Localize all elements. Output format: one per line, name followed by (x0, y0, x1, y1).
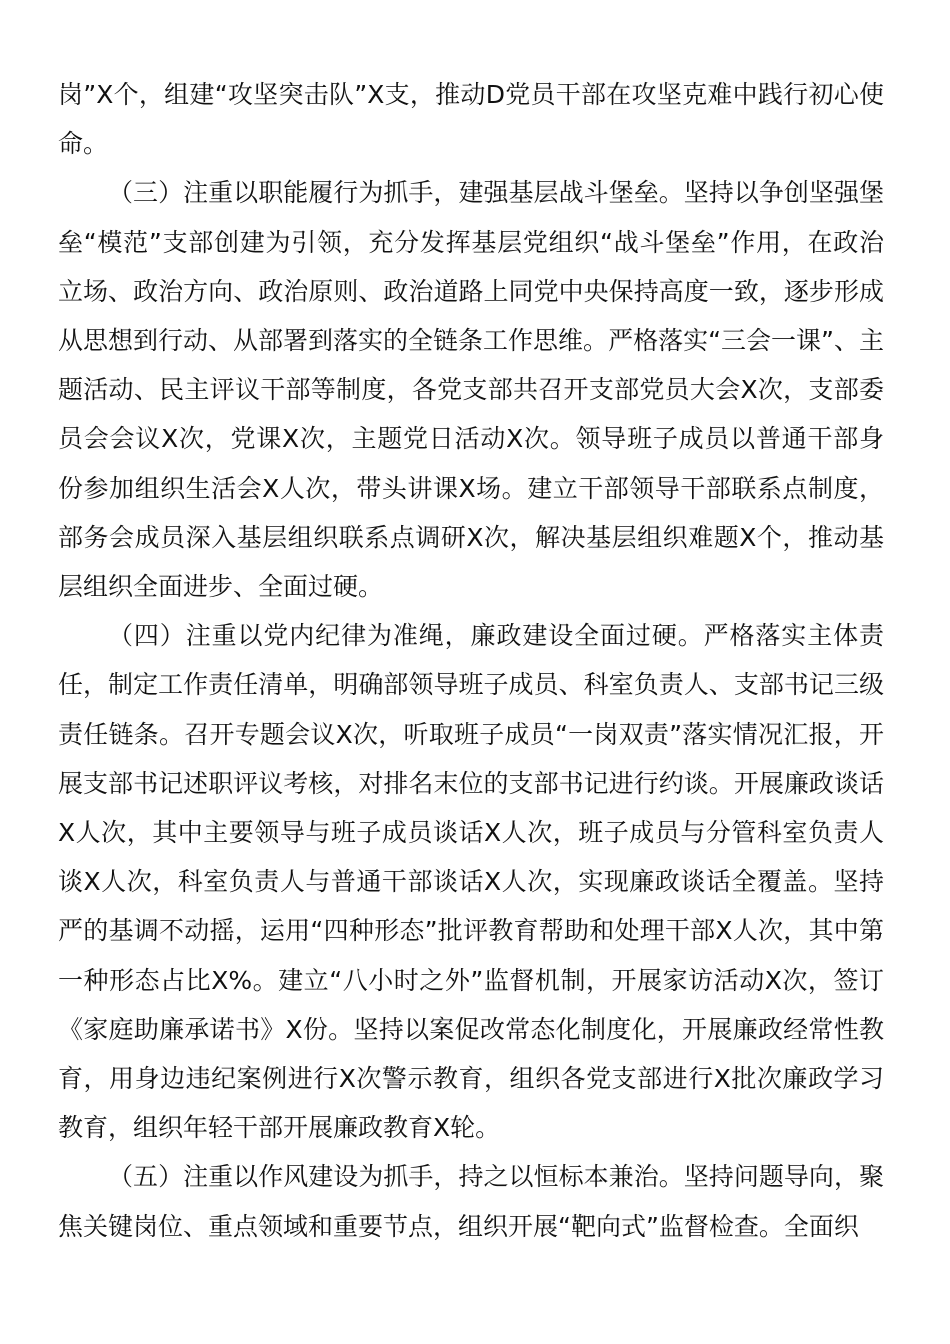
paragraph-section-three: （三）注重以职能履行为抓手，建强基层战斗堡垒。坚持以争创坚强堡垒“模范”支部创建为引领，充分发挥基层党组织“战斗堡垒”作用，在政治立场、政治方向、政治原则、政治道路上同党中央保持高度一致，逐步形成从思想到行动、从部署到落实的全链条工作思维。严格落实“三会一课”、主题活动、民主评议干部等制度，各党支部共召开支部党员大会X次，支部委员会会议X次，党课X次，主题党日活动X次。领导班子成员以普通干部身份参加组织生活会X人次，带头讲课X场。建立干部领导干部联系点制度，部务会成员深入基层组织联系点调研X次，解决基层组织难题X个，推动基层组织全面进步、全面过硬。 (58, 178, 884, 602)
paragraph-section-five: （五）注重以作风建设为抓手，持之以恒标本兼治。坚持问题导向，聚焦关键岗位、重点领域和重要节点，组织开展“靶向式”监督检查。全面织 (58, 1162, 884, 1241)
paragraph-continuation: 岗”X个，组建“攻坚突击队”X支，推动D党员干部在攻坚克难中践行初心使命。 (58, 80, 884, 159)
paragraph-section-four: （四）注重以党内纪律为准绳，廉政建设全面过硬。严格落实主体责任，制定工作责任清单，明确部领导班子成员、科室负责人、支部书记三级责任链条。召开专题会议X次，听取班子成员“一岗双责”落实情况汇报，开展支部书记述职评议考核，对排名末位的支部书记进行约谈。开展廉政谈话X人次，其中主要领导与班子成员谈话X人次，班子成员与分管科室负责人谈X人次，科室负责人与普通干部谈话X人次，实现廉政谈话全覆盖。坚持严的基调不动摇，运用“四种形态”批评教育帮助和处理干部X人次，其中第一种形态占比X%。建立“八小时之外”监督机制，开展家访活动X次，签订《家庭助廉承诺书》X份。坚持以案促改常态化制度化，开展廉政经常性教育，用身边违纪案例进行X次警示教育，组织各党支部进行X批次廉政学习教育，组织年轻干部开展廉政教育X轮。 (58, 621, 884, 1143)
document-page (58, 70, 884, 1251)
